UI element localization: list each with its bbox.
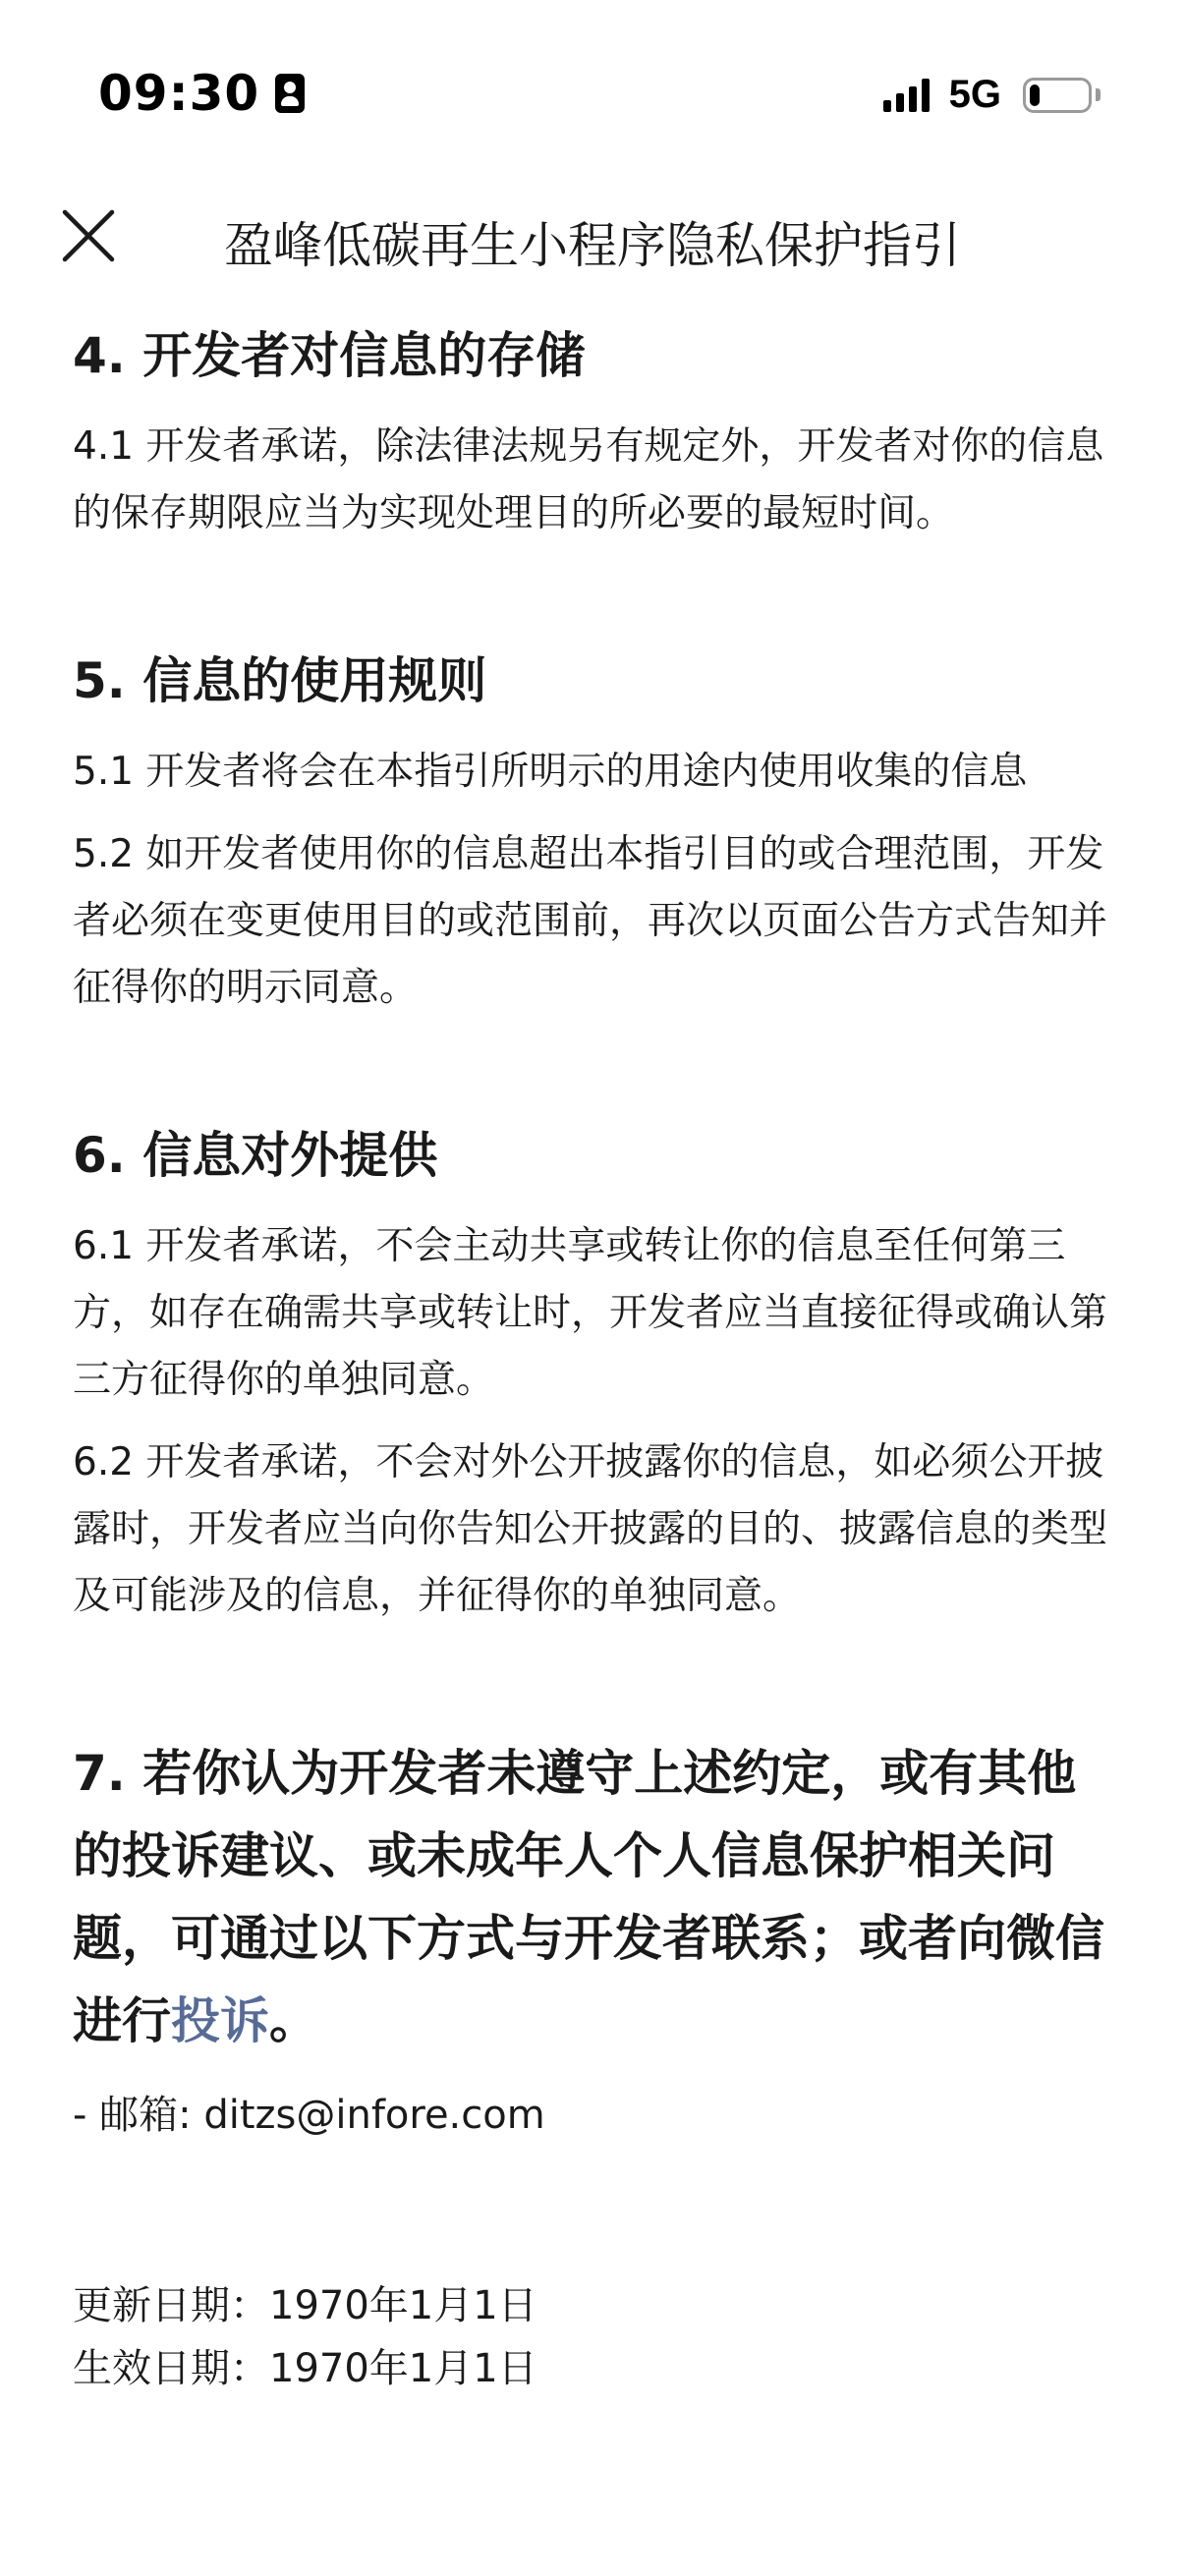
- status-time: [98, 65, 305, 122]
- paragraph: 6.2 开发者承诺，不会对外公开披露你的信息，如必须公开披露时，开发者应当向你告知公开披露的目的、披露信息的类型及可能涉及的信息，并征得你的单独同意。: [73, 1440, 1108, 1618]
- section-title: 4. 开发者对信息的存储: [73, 327, 586, 384]
- paragraph: 5.1 开发者将会在本指引所明示的用途内使用收集的信息: [73, 750, 1028, 794]
- section-contact: [73, 1732, 1124, 2147]
- section-title: 6. 信息对外提供: [73, 1127, 438, 1184]
- contact-email: - 邮箱: ditzs@infore.com: [73, 2093, 545, 2138]
- page-title: 盈峰低碳再生小程序隐私保护指引: [224, 217, 961, 274]
- network-type: 5G: [948, 73, 1001, 116]
- close-icon: [55, 202, 126, 273]
- dates-block: [73, 2274, 1124, 2400]
- battery-level: [1030, 84, 1040, 106]
- close-button[interactable]: [55, 202, 126, 273]
- section-title: [73, 1732, 1124, 2062]
- cellular-signal-icon: [883, 79, 930, 112]
- nav-bar: [0, 187, 1185, 324]
- time-text: 09:30: [98, 65, 260, 122]
- updated-date: 更新日期：1970年1月1日: [73, 2283, 537, 2328]
- paragraph: 5.2 如开发者使用你的信息超出本指引目的或合理范围，开发者必须在变更使用目的或范围前，再次以页面公告方式告知并征得你的明示同意。: [73, 832, 1108, 1010]
- section-storage: [73, 324, 1124, 547]
- section-title-text: 7. 若你认为开发者未遵守上述约定，或有其他的投诉建议、或未成年人个人信息保护相关问题，可通过以下方式与开发者联系；或者向微信进行: [73, 1745, 1104, 2049]
- paragraph: 6.1 开发者承诺，不会主动共享或转让你的信息至任何第三方，如存在确需共享或转让时，开发者应当直接征得或确认第三方征得你的单独同意。: [73, 1224, 1108, 1402]
- privacy-content: [73, 324, 1124, 2400]
- status-indicators: [883, 73, 1100, 117]
- section-external-sharing: [73, 1124, 1124, 1630]
- battery-icon: [1023, 78, 1092, 113]
- id-badge-icon: [275, 74, 305, 113]
- section-title-end: 。: [269, 1992, 318, 2049]
- section-usage-rules: [73, 649, 1124, 1022]
- status-bar: [0, 0, 1185, 187]
- paragraph: 4.1 开发者承诺，除法律法规另有规定外，开发者对你的信息的保存期限应当为实现处理目的所必要的最短时间。: [73, 424, 1104, 535]
- effective-date: 生效日期：1970年1月1日: [73, 2346, 537, 2391]
- section-title: 5. 信息的使用规则: [73, 652, 487, 709]
- battery-cap: [1096, 88, 1100, 101]
- complaint-link[interactable]: 投诉: [171, 1992, 269, 2049]
